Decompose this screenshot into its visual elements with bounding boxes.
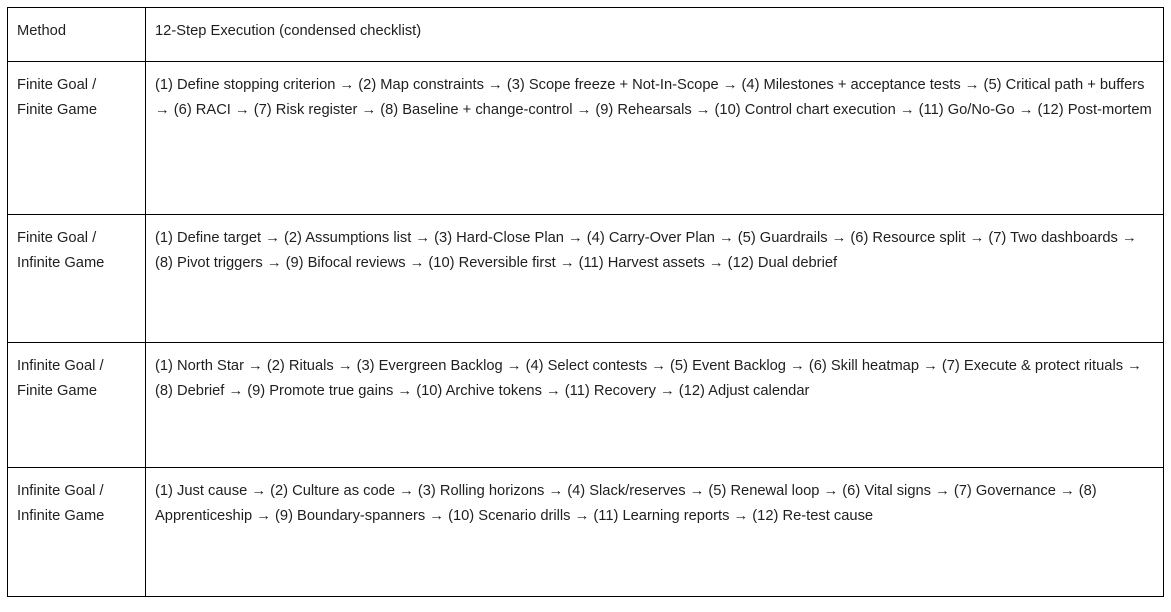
method-cell: Finite Goal / Finite Game <box>8 62 146 215</box>
checklist-cell: (1) North Star → (2) Rituals → (3) Evergreen Backlog → (4) Select contests → (5) Event Backlog → (6) Skill heatmap → (7) Execute & protect rituals → (8) Debrief → (9) Promote true gains → (10) Archive tokens → (11) Recovery → (12) Adjust calendar <box>146 343 1164 468</box>
header-cell-checklist: 12-Step Execution (condensed checklist) <box>146 8 1164 62</box>
method-cell: Infinite Goal / Infinite Game <box>8 468 146 597</box>
method-cell: Infinite Goal / Finite Game <box>8 343 146 468</box>
header-cell-method: Method <box>8 8 146 62</box>
checklist-cell: (1) Just cause → (2) Culture as code → (3) Rolling horizons → (4) Slack/reserves → (5) Renewal loop → (6) Vital signs → (7) Governance → (8) Apprenticeship → (9) Boundary-spanners → (10) Scenario drills → (11) Learning reports → (12) Re-test cause <box>146 468 1164 597</box>
table-header-row <box>8 8 1164 62</box>
table-row <box>8 343 1164 468</box>
methods-checklist-table <box>7 7 1164 597</box>
checklist-cell: (1) Define stopping criterion → (2) Map constraints → (3) Scope freeze + Not-In-Scope → (4) Milestones + acceptance tests → (5) Critical path + buffers → (6) RACI → (7) Risk register → (8) Baseline + change-control → (9) Rehearsals → (10) Control chart execution → (11) Go/No-Go → (12) Post-mortem <box>146 62 1164 215</box>
table-row <box>8 468 1164 597</box>
table-row <box>8 215 1164 343</box>
checklist-cell: (1) Define target → (2) Assumptions list → (3) Hard-Close Plan → (4) Carry-Over Plan → (5) Guardrails → (6) Resource split → (7) Two dashboards → (8) Pivot triggers → (9) Bifocal reviews → (10) Reversible first → (11) Harvest assets → (12) Dual debrief <box>146 215 1164 343</box>
table-row <box>8 62 1164 215</box>
method-cell: Finite Goal / Infinite Game <box>8 215 146 343</box>
